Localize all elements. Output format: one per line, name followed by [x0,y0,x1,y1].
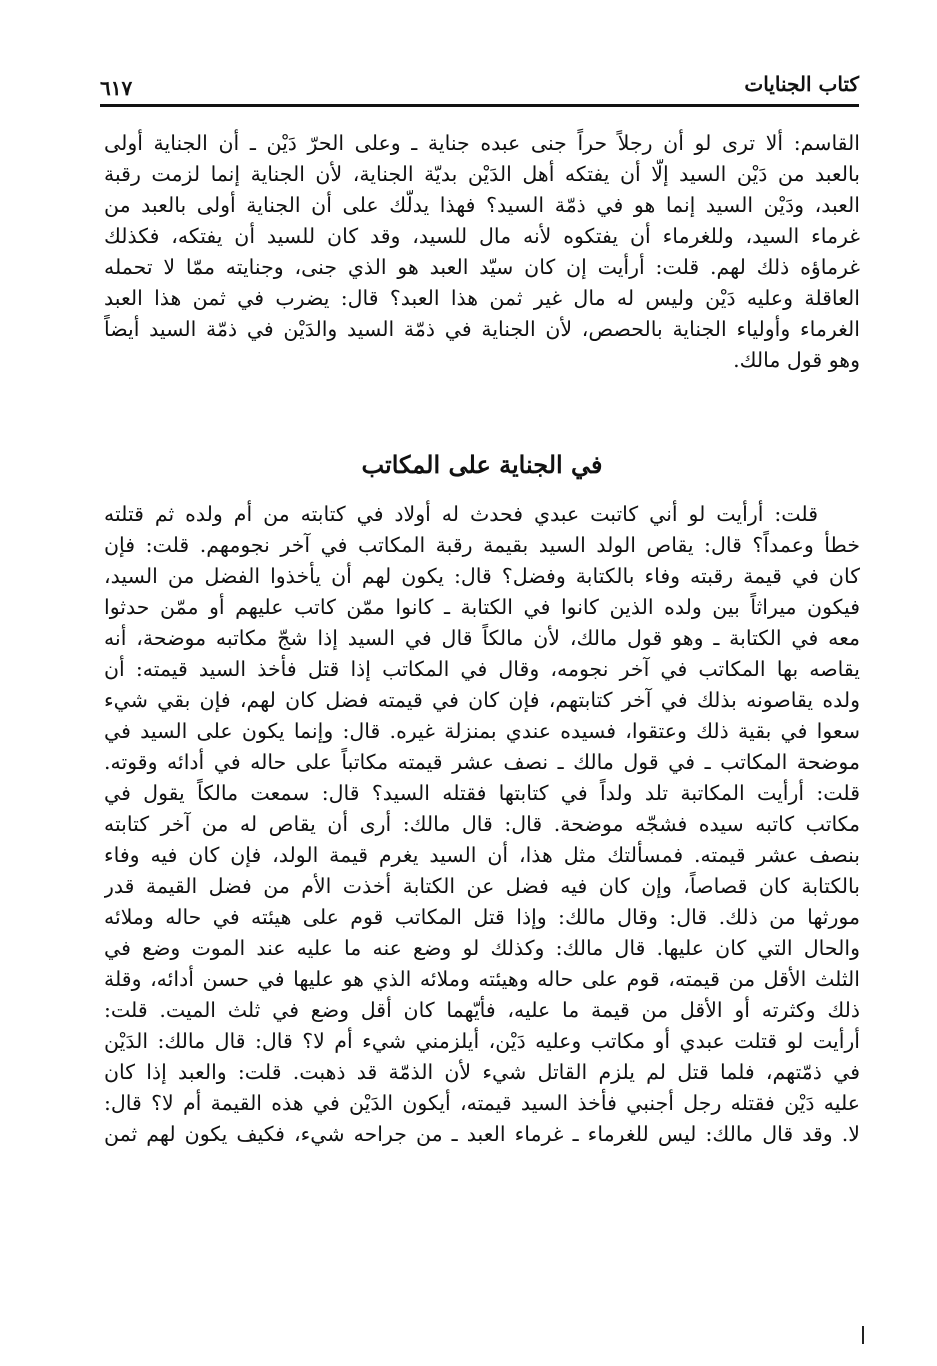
text-line: ولده يقاصونه بذلك في آخر كتابتهم، فإن كان في قيمته فضل كان لهم، فإن بقي شيء [104,688,860,712]
text-line: كان في قيمة رقبته وفاء بالكتابة وفضل؟ قال: يكون لهم أن يأخذوا الفضل من السيد، [104,564,860,588]
text-line: الغرماء وأولياء الجناية بالحصص، لأن الجناية في ذمّة السيد والدَيْن في ذمّة السيد أيضاً [104,317,860,341]
text-line: القاسم: ألا ترى لو أن رجلاً حراً جنى عبده جناية ـ وعلى الحرّ دَيْن ـ أن الجناية أولى [104,131,860,155]
text-line: العاقلة وعليه دَيْن وليس له مال غير ثمن هذا العبد؟ قال: يضرب في ثمن هذا العبد [104,286,860,310]
book-title: كتاب الجنايات [744,72,859,96]
text-line: والحال التي كان عليها. قال مالك: وكذلك لو وضع عنه ما عليه عند الموت وضع في [104,936,860,960]
text-line: قلت: أرأيت لو أني كاتبت عبدي فحدث له أولاد في كتابته من أم ولده ثم قتلته [104,502,818,526]
text-line: موضحة المكاتب ـ في قول مالك ـ نصف عشر قيمته مكاتباً على حاله في أدائه وقوته. [104,750,860,774]
text-line: لا. وقد قال مالك: ليس للغرماء ـ غرماء العبد ـ من جراحه شيء، فكيف يكون لهم ثمن [104,1122,860,1146]
text-line: بالكتابة كان قصاصاً، وإن كان فيه فضل عن الكتابة أخذت الأم من فضل القيمة قدر [104,874,860,898]
section-heading: في الجناية على المكاتب [361,450,603,479]
text-line: يقاصه بها المكاتب في آخر نجومه، وقال في المكاتب إذا قتل فأخذ السيد قيمته: أن [104,657,860,681]
text-line: أرأيت لو قتلت عبدي أو مكاتب وعليه دَيْن، أيلزمني شيء أم لا؟ قال: قال مالك: الدَيْن [104,1029,860,1053]
text-line: العبد، ودَيْن السيد إنما هو في ذمّة السيد؟ فهذا يدلّك على أن الجناية أولى بالعبد من [104,193,860,217]
page-number: ٦١٧ [100,76,133,100]
text-line: غرماؤه ذلك لهم. قلت: أرأيت إن كان سيّد العبد هو الذي جنى، وجنايته ممّا لا تحمله [104,255,860,279]
running-header [100,70,859,107]
text-line: مكاتب كاتبه سيده فشجّه موضحة. قال: قال مالك: أرى أن يقاص له من آخر كتابته [104,812,860,836]
text-line: فيكون ميراثاً بين ولده الذين كانوا في الكتابة ـ كانوا ممّن كاتب عليهم أو ممّن حدثوا [104,595,860,619]
text-line: قلت: أرأيت المكاتبة تلد ولداً في كتابتها فقتله السيد؟ قال: سمعت مالكاً يقول في [104,781,860,805]
text-line: مورثها من ذلك. قال: وقال مالك: وإذا قتل المكاتب قوم على هيئته في حاله وملائه [104,905,860,929]
text-line: ذلك وكثرته أو الأقل من قيمة ما عليه، فأيّهما كان أقل وضع في ثلث الميت. قلت: [104,998,860,1022]
text-line: غرماء السيد، وللغرماء أن يفتكوه لأنه مال للسيد، وقد كان للسيد أن يفتكه، فكذلك [104,224,860,248]
text-line: معه في الكتابة ـ وهو قول مالك، لأن مالكاً قال في السيد إذا شجّ مكاتبه موضحة، أنه [104,626,860,650]
text-line: وهو قول مالك. [733,348,860,372]
text-line: في ذمّتهم، فلما قتل لم يلزم القاتل شيء لأن الذمّة قد ذهبت. قلت: والعبد إذا كان [104,1060,860,1084]
text-line: بنصف عشر قيمته. فمسألتك مثل هذا، أن السيد يغرم قيمة الولد، فإن كان فيه وفاء [104,843,860,867]
text-line: عليه دَيْن فقتله رجل أجنبي فأخذ السيد قيمته، أيكون الدَيْن في هذه القيمة أم لا؟ قال: [104,1091,860,1115]
text-line: سعوا في بقية ذلك وعتقوا، فسيده عندي بمنزلة غيره. قال: وإنما يكون على السيد في [104,719,860,743]
text-line: بالعبد من دَيْن السيد إلّا أن يفتكه أهل الدَيْن بديّة الجناية، لأن الجناية إنما لزمت رقبة [104,162,860,186]
section-body [104,499,860,1150]
margin-mark [862,1326,864,1344]
text-line: الثلث الأقل من قيمته، قوم على حاله وهيئته وملائه الذي هو عليها في حسن أدائه، وقلة [104,967,860,991]
text-line: خطأً وعمداً؟ قال: يقاص الولد السيد بقيمة رقبة المكاتب في آخر نجومهم. قلت: فإن [104,533,860,557]
paragraph-continuation [104,128,860,376]
